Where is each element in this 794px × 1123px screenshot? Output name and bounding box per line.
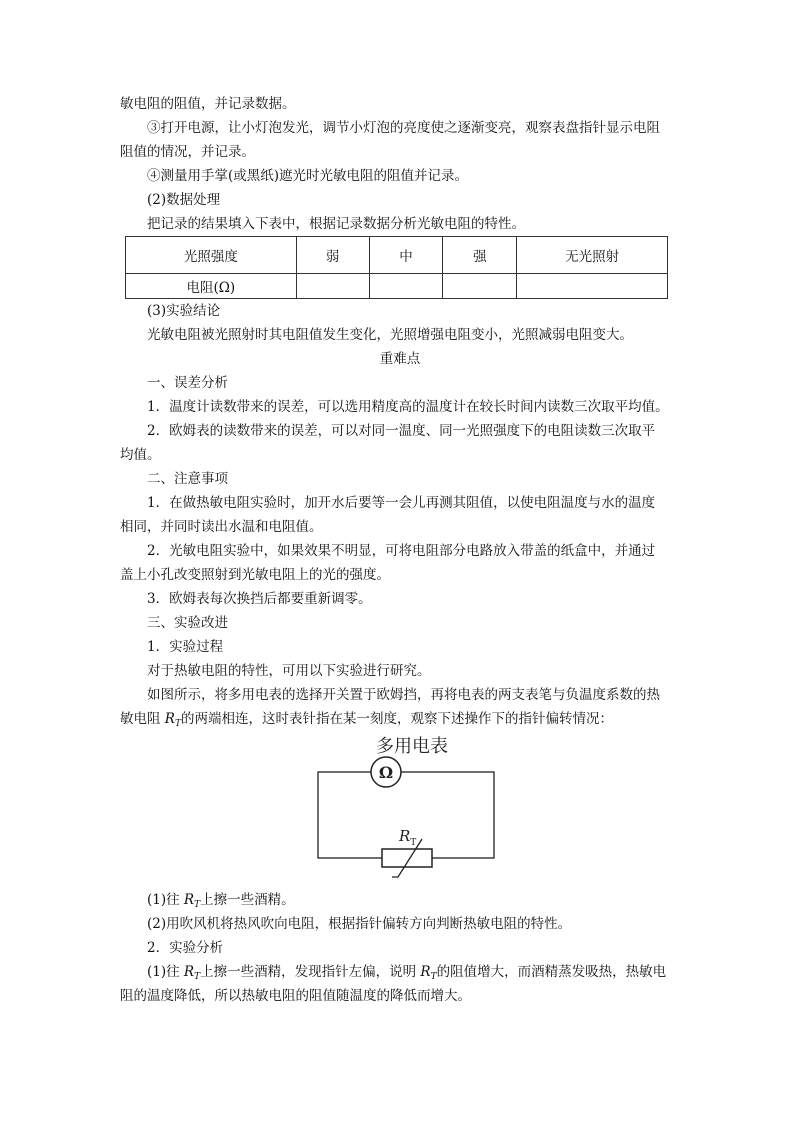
text-line: 光敏电阻被光照射时其电阻值发生变化，光照增强电阻变小，光照减弱电阻变大。 xyxy=(147,327,633,343)
text-line: 对于热敏电阻的特性，可用以下实验进行研究。 xyxy=(147,663,431,679)
table-header-cell: 光照强度 xyxy=(126,237,297,274)
table-cell xyxy=(443,274,517,299)
table-header-cell: 中 xyxy=(369,237,443,274)
text-line: 2．欧姆表的读数带来的误差，可以对同一温度、同一光照强度下的电阻读数三次取平 xyxy=(147,423,656,439)
rt-symbol: $R_T$ xyxy=(420,964,437,982)
text-line: 把记录的结果填入下表中，根据记录数据分析光敏电阻的特性。 xyxy=(147,216,525,232)
svg-text:RT: $R_T$ xyxy=(399,827,417,848)
text-line: 3．欧姆表每次换挡后都要重新调零。 xyxy=(147,591,372,607)
table-cell xyxy=(296,274,369,299)
section-heading: 2．实验分析 xyxy=(147,940,224,956)
section-heading: (3)实验结论 xyxy=(147,303,221,319)
table-header-cell: 弱 xyxy=(296,237,369,274)
rt-symbol: $R_T$ xyxy=(183,964,201,982)
text-line: (1)往 $R_T$上擦一些酒精，发现指针左偏，说明 $R_T$的阻值增大，而酒精蒸发吸热，热敏电 xyxy=(147,964,667,982)
text-line: ④测量用手掌(或黑纸)遮光时光敏电阻的阻值并记录。 xyxy=(147,168,469,184)
text-line: 2．光敏电阻实验中，如果效果不明显，可将电阻部分电路放入带盖的纸盒中，并通过 xyxy=(147,543,656,559)
text-line: 均值。 xyxy=(120,447,161,463)
section-heading: 一、误差分析 xyxy=(147,375,228,391)
text-line: 阻值的情况，并记录。 xyxy=(120,144,255,160)
table-row-label: 电阻(Ω) xyxy=(126,274,297,299)
ohm-symbol: Ω xyxy=(378,763,394,782)
text-line: 盖上小孔改变照射到光敏电阻上的光的强度。 xyxy=(120,567,390,583)
table-header-row xyxy=(126,237,668,274)
resistor-label: R xyxy=(399,827,411,845)
section-heading: (2)数据处理 xyxy=(147,192,221,208)
page-heading: 重难点 xyxy=(379,351,421,367)
data-table xyxy=(125,236,668,299)
section-heading: 1．实验过程 xyxy=(147,639,224,655)
text-line: 相同，并同时读出水温和电阻值。 xyxy=(120,519,323,535)
meter-label: 多用电表 xyxy=(376,736,448,757)
text-line: (2)用吹风机将热风吹向电阻，根据指针偏转方向判断热敏电阻的特性。 xyxy=(147,916,572,932)
table-row xyxy=(126,274,668,299)
text-line: 敏电阻的阻值，并记录数据。 xyxy=(120,96,296,112)
table-cell xyxy=(369,274,443,299)
text-line: ③打开电源，让小灯泡发光，调节小灯泡的亮度使之逐渐变亮，观察表盘指针显示电阻 xyxy=(147,120,660,136)
text-line: 1．在做热敏电阻实验时，加开水后要等一会儿再测其阻值，以使电阻温度与水的温度 xyxy=(147,495,656,511)
table-header-cell: 无光照射 xyxy=(517,237,668,274)
text-line: 阻的温度降低，所以热敏电阻的阻值随温度的降低而增大。 xyxy=(120,988,471,1004)
text-line: 1．温度计读数带来的误差，可以选用精度高的温度计在较长时间内读数三次取平均值。 xyxy=(147,399,669,415)
rt-symbol: $R_T$ xyxy=(164,711,181,729)
table-cell xyxy=(517,274,668,299)
circuit-diagram xyxy=(312,725,508,885)
text-line: (1)往 $R_T$上擦一些酒精。 xyxy=(147,892,295,910)
table-header-cell: 强 xyxy=(443,237,517,274)
thermistor-icon xyxy=(382,849,432,867)
rt-symbol: $R_T$ xyxy=(183,892,201,910)
text-line: 敏电阻 $R_T$的两端相连，这时表针指在某一刻度，观察下述操作下的指针偏转情况： xyxy=(120,711,613,729)
section-heading: 二、注意事项 xyxy=(147,471,228,487)
text-line: 如图所示，将多用电表的选择开关置于欧姆挡，再将电表的两支表笔与负温度系数的热 xyxy=(147,687,660,703)
section-heading: 三、实验改进 xyxy=(147,615,228,631)
